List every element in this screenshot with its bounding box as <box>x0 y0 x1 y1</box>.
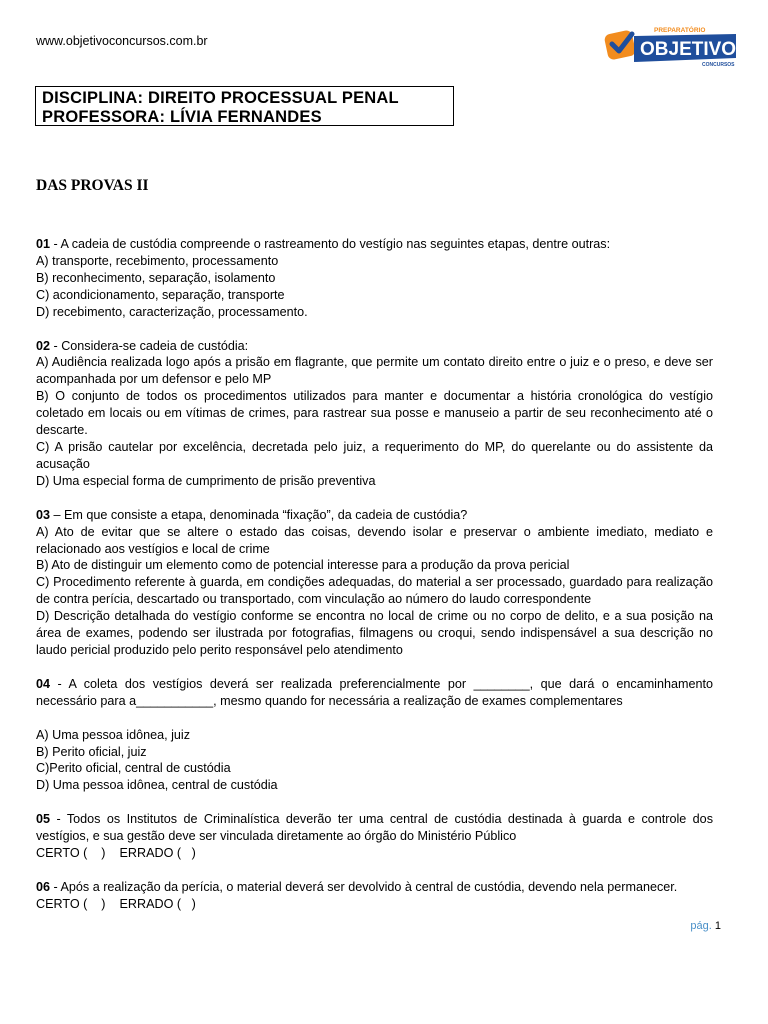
question-05 <box>36 811 713 862</box>
option-c: C) Procedimento referente à guarda, em condições adequadas, do material a ser processado, guardado para realização de contra perícia, descartado ou transportado, com vinculação ao número do laudo correspondente <box>36 575 713 607</box>
option-a: A) Uma pessoa idônea, juiz <box>36 727 191 742</box>
question-stem: - A cadeia de custódia compreende o rastreamento do vestígio nas seguintes etapas, dentre outras: <box>50 237 611 251</box>
page-number: 1 <box>714 920 721 932</box>
question-text <box>36 236 713 253</box>
option-c: C)Perito oficial, central de custódia <box>36 761 231 776</box>
question-text <box>36 507 713 524</box>
question-number: 02 <box>36 338 51 353</box>
option-b: B) O conjunto de todos os procedimentos utilizados para manter e documentar a história cronológica do vestígio coletado em locais ou em vítimas de crimes, para rastrear sua posse e manuseio a partir de seu reconhecimento até o descarte. <box>36 389 713 438</box>
question-stem: – Em que consiste a etapa, denominada “fixação”, da cadeia de custódia? <box>50 507 468 522</box>
option-b: B) Perito oficial, juiz <box>36 744 147 759</box>
question-text <box>36 676 713 710</box>
logo-bottom-text: CONCURSOS <box>702 62 735 68</box>
question-number: 06 <box>36 880 51 894</box>
professor-line: PROFESSORA: LÍVIA FERNANDES <box>42 108 322 126</box>
option-a: A) transporte, recebimento, processamento <box>36 253 279 268</box>
option-a: A) Ato de evitar que se altere o estado das coisas, devendo isolar e preservar o ambiente imediato, mediato e relacionado aos vestígios e local de crime <box>36 524 713 556</box>
page-footer <box>690 920 721 932</box>
option-d: D) Descrição detalhada do vestígio conforme se encontra no local de crime ou no corpo de delito, e a sua posição na área de exames, podendo ser ilustrada por fotografias, filmagens ou croqui, sendo indispensável a sua descrição no laudo pericial produzido pelo perito responsável pelo atendimento <box>36 609 713 657</box>
discipline-line: DISCIPLINA: DIREITO PROCESSUAL PENAL <box>42 89 399 107</box>
question-04 <box>36 676 713 794</box>
logo-top-text: PREPARATÓRIO <box>654 27 706 34</box>
logo-brand-text: OBJETIVO <box>640 39 737 60</box>
option-b: B) Ato de distinguir um elemento como de potencial interesse para a produção da prova pericial <box>36 558 570 573</box>
question-number: 01 <box>36 237 51 251</box>
site-url[interactable]: www.objetivoconcursos.com.br <box>36 34 208 48</box>
page-label: pág. <box>690 920 712 932</box>
answer-line: CERTO ( ) ERRADO ( ) <box>36 896 196 911</box>
section-title: DAS PROVAS II <box>36 177 149 194</box>
question-03 <box>36 507 713 659</box>
question-text <box>36 879 713 896</box>
option-d: D) Uma especial forma de cumprimento de prisão preventiva <box>36 473 376 488</box>
option-d: D) Uma pessoa idônea, central de custódia <box>36 778 278 793</box>
checkmark-badge-icon <box>604 29 636 60</box>
questions-list <box>36 236 713 930</box>
option-d: D) recebimento, caracterização, processamento. <box>36 304 308 319</box>
option-b: B) reconhecimento, separação, isolamento <box>36 270 276 285</box>
question-06 <box>36 879 713 913</box>
option-c: C) A prisão cautelar por excelência, decretada pelo juiz, a requerimento do MP, do querelante ou do assistente da acusação <box>36 439 713 471</box>
objetivo-logo <box>604 22 738 68</box>
question-stem: - Após a realização da perícia, o material deverá ser devolvido à central de custódia, devendo nela permanecer. <box>50 880 678 894</box>
question-stem: - Todos os Institutos de Criminalística deverão ter uma central de custódia destinada à guarda e controle dos vestígios, e sua gestão deve ser vinculada diretamente ao órgão do Ministério Público <box>36 812 713 844</box>
question-01 <box>36 236 713 321</box>
question-02 <box>36 338 713 490</box>
spacer <box>36 710 713 727</box>
answer-line: CERTO ( ) ERRADO ( ) <box>36 846 196 861</box>
question-stem: - Considera-se cadeia de custódia: <box>50 338 249 353</box>
question-number: 05 <box>36 812 51 827</box>
option-a: A) Audiência realizada logo após a prisão em flagrante, que permite um contato direito entre o juiz e o preso, e deve ser acompanhada por um defensor e pelo MP <box>36 355 713 387</box>
option-c: C) acondicionamento, separação, transporte <box>36 287 285 302</box>
question-number: 04 <box>36 676 51 691</box>
question-text <box>36 338 713 355</box>
question-number: 03 <box>36 507 51 522</box>
question-stem: - A coleta dos vestígios deverá ser realizada preferencialmente por ________, que dará o encaminhamento necessário para a___________, mesmo quando for necessária a realização de exames complementares <box>36 676 713 708</box>
discipline-box <box>35 86 454 126</box>
question-text <box>36 811 713 845</box>
